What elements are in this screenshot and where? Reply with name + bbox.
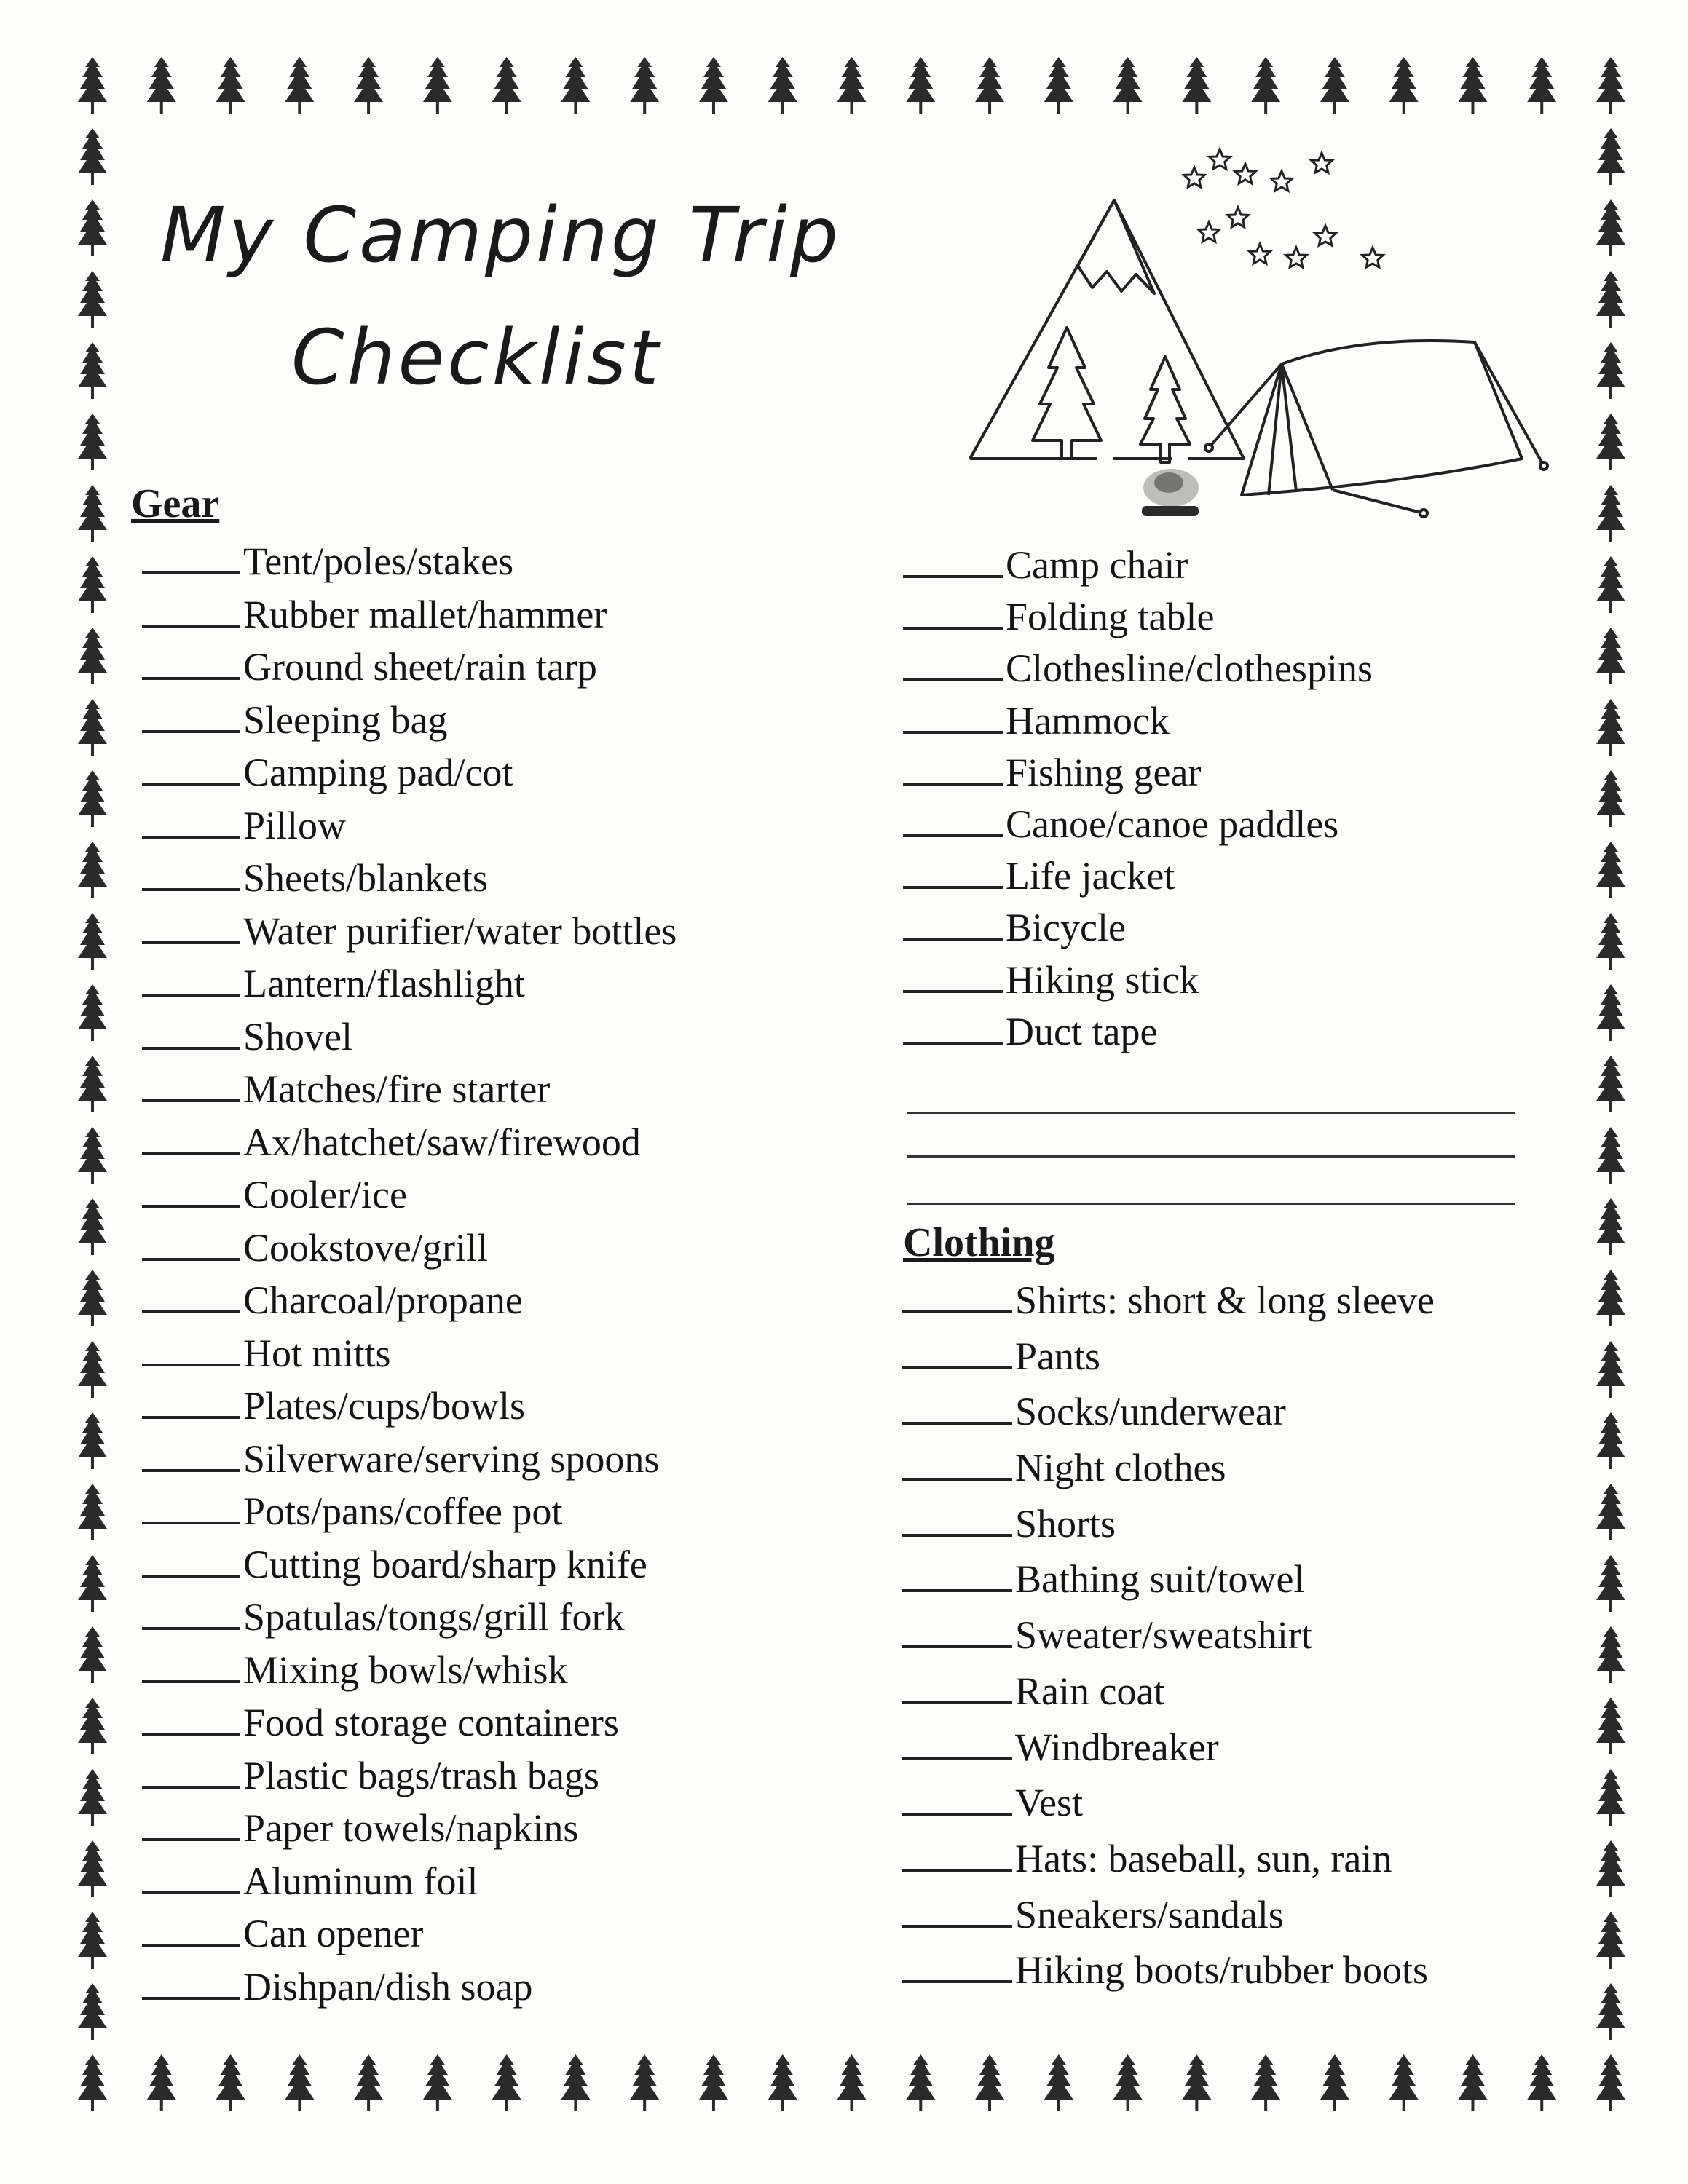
checklist-item (902, 1556, 1435, 1613)
check-blank[interactable] (142, 1912, 240, 1947)
pine-tree-icon (1182, 2054, 1211, 2111)
checklist-item (902, 1445, 1435, 1501)
item-label: Bicycle (1006, 906, 1126, 950)
pine-tree-icon (1527, 57, 1556, 114)
check-blank[interactable] (142, 1701, 240, 1736)
pine-tree-icon (1596, 1626, 1625, 1683)
checklist-item (142, 750, 677, 803)
pine-tree-icon (492, 57, 521, 114)
pine-tree-icon (837, 2054, 867, 2111)
item-label: Camp chair (1006, 543, 1188, 587)
tent-icon (1205, 341, 1547, 517)
item-label: Dishpan/dish soap (243, 1964, 533, 2009)
checklist-item (142, 1014, 677, 1067)
check-blank[interactable] (902, 1334, 1012, 1369)
check-blank[interactable] (902, 1557, 1012, 1592)
check-blank[interactable] (142, 1543, 240, 1578)
pine-tree-icon (78, 414, 107, 470)
item-label: Pillow (243, 803, 347, 847)
pine-tree-icon (78, 1484, 107, 1540)
pine-tree-icon (78, 1983, 107, 2040)
item-label: Hats: baseball, sun, rain (1015, 1836, 1392, 1880)
pine-tree-icon (78, 199, 107, 256)
pine-tree-icon (1596, 1056, 1625, 1112)
pine-tree-icon (78, 1412, 107, 1469)
pine-tree-icon (1113, 57, 1143, 114)
pine-tree-icon (1251, 2054, 1280, 2111)
check-blank[interactable] (902, 1948, 1012, 1983)
check-blank[interactable] (142, 1173, 240, 1208)
checklist-item (142, 1331, 677, 1384)
checklist-item (142, 1278, 677, 1331)
check-blank[interactable] (902, 1390, 1012, 1425)
gear-list-continued (903, 542, 1373, 1061)
checklist-item (142, 1594, 677, 1647)
item-label: Food storage containers (243, 1701, 619, 1744)
item-label: Shorts (1015, 1501, 1116, 1546)
checklist-item (142, 1753, 677, 1806)
pine-tree-icon (78, 1056, 107, 1112)
check-blank[interactable] (142, 1278, 240, 1313)
pine-tree-icon (1596, 128, 1625, 185)
checklist-item (902, 1334, 1435, 1390)
check-blank[interactable] (142, 1332, 240, 1366)
item-label: Hiking boots/rubber boots (1015, 1948, 1428, 1993)
check-blank[interactable] (902, 1446, 1012, 1481)
item-label: Windbreaker (1015, 1725, 1219, 1769)
pine-tree-icon (1596, 1555, 1625, 1612)
check-blank[interactable] (142, 1226, 240, 1261)
check-blank[interactable] (142, 1595, 240, 1630)
pine-tree-icon (78, 342, 107, 399)
checklist-item (142, 1172, 677, 1225)
item-label: Aluminum foil (243, 1859, 478, 1903)
pine-tree-icon (1596, 271, 1625, 328)
item-label: Sheets/blankets (243, 856, 488, 900)
item-label: Cookstove/grill (243, 1225, 488, 1270)
check-blank[interactable] (142, 804, 240, 839)
checklist-item (142, 1911, 677, 1964)
pine-tree-icon (1596, 1341, 1625, 1398)
pine-tree-icon (630, 57, 659, 114)
pine-tree-icon (1596, 1840, 1625, 1897)
check-blank[interactable] (902, 1725, 1012, 1760)
check-blank[interactable] (902, 1278, 1012, 1313)
pine-tree-icon (768, 57, 797, 114)
pine-tree-icon (906, 57, 935, 114)
check-blank[interactable] (902, 1893, 1012, 1928)
checklist-item (902, 1836, 1435, 1892)
pine-tree-icon (1596, 984, 1625, 1041)
pine-tree-icon (1596, 1198, 1625, 1255)
page-title: My Camping Trip (160, 191, 842, 280)
pine-tree-icon (1320, 57, 1349, 114)
pine-tree-icon (285, 2054, 314, 2111)
checklist-item (902, 1278, 1435, 1334)
pine-tree-icon (1596, 414, 1625, 470)
check-blank[interactable] (142, 1965, 240, 2000)
checklist-item (902, 1892, 1435, 1948)
item-label: Rain coat (1015, 1669, 1165, 1713)
check-blank[interactable] (142, 698, 240, 733)
check-blank[interactable] (903, 958, 1003, 993)
pine-tree-icon (699, 2054, 728, 2111)
pine-tree-icon (1113, 2054, 1143, 2111)
checklist-item (142, 1542, 677, 1595)
check-blank[interactable] (142, 1859, 240, 1894)
pine-tree-icon (78, 1198, 107, 1255)
pine-tree-icon (1596, 1983, 1625, 2040)
checklist-item (142, 697, 677, 751)
campfire-icon (1142, 469, 1199, 516)
pine-tree-icon (1596, 1769, 1625, 1826)
check-blank[interactable] (903, 699, 1003, 734)
item-label: Socks/underwear (1015, 1390, 1286, 1434)
clothing-heading: Clothing (903, 1220, 1055, 1265)
page-subtitle: Checklist (291, 313, 662, 402)
check-blank[interactable] (903, 595, 1003, 630)
pine-tree-icon (1596, 57, 1625, 114)
check-blank[interactable] (142, 1648, 240, 1683)
item-label: Charcoal/propane (243, 1278, 523, 1322)
pine-tree-icon (1596, 1484, 1625, 1540)
item-label: Camping pad/cot (243, 751, 513, 794)
pine-tree-icon (1596, 2054, 1625, 2111)
checklist-item (902, 1780, 1435, 1836)
checklist-item (903, 802, 1373, 853)
pine-tree-icon (1596, 1270, 1625, 1326)
check-blank[interactable] (142, 1806, 240, 1841)
item-label: Paper towels/napkins (243, 1806, 579, 1850)
check-blank[interactable] (142, 751, 240, 786)
pine-tree-icon (78, 128, 107, 185)
pine-tree-icon (78, 913, 107, 970)
pine-tree-icon (906, 2054, 935, 2111)
checklist-item (142, 592, 677, 645)
pine-tree-icon (768, 2054, 797, 2111)
checklist-item (903, 853, 1373, 905)
check-blank[interactable] (903, 854, 1003, 889)
check-blank[interactable] (902, 1781, 1012, 1816)
item-label: Fishing gear (1006, 750, 1202, 794)
checklist-item (903, 698, 1373, 750)
check-blank[interactable] (142, 1067, 240, 1102)
check-blank[interactable] (142, 856, 240, 891)
gear-list (142, 539, 677, 2017)
item-label: Clothesline/clothespins (1006, 646, 1373, 691)
item-label: Pots/pans/coffee pot (243, 1489, 563, 1533)
item-label: Ax/hatchet/saw/firewood (243, 1120, 641, 1164)
pine-tree-icon (78, 485, 107, 542)
item-label: Cutting board/sharp knife (243, 1542, 647, 1586)
pine-tree-icon (1251, 57, 1280, 114)
item-label: Can opener (243, 1912, 424, 1955)
checklist-item (902, 1947, 1435, 2003)
checklist-item (142, 1700, 677, 1753)
checklist-item (142, 539, 677, 592)
pine-tree-icon (78, 57, 107, 114)
pine-tree-icon (1596, 842, 1625, 898)
check-blank[interactable] (142, 539, 240, 574)
check-blank[interactable] (142, 909, 240, 944)
pine-tree-icon (423, 57, 452, 114)
item-label: Pants (1015, 1334, 1101, 1378)
pine-tree-icon (147, 2054, 176, 2111)
pine-tree-icon (1044, 57, 1073, 114)
pine-tree-icon (78, 1341, 107, 1398)
checklist-item (903, 542, 1373, 594)
camping-illustration (954, 142, 1573, 542)
check-blank[interactable] (142, 645, 240, 680)
clothing-list (902, 1278, 1435, 2003)
check-blank[interactable] (903, 802, 1003, 837)
checklist-item (142, 803, 677, 856)
item-label: Sleeping bag (243, 697, 448, 742)
checklist-item (142, 1859, 677, 1912)
pine-tree-icon (78, 1769, 107, 1826)
pine-tree-icon (78, 1840, 107, 1897)
pine-tree-icon (1596, 1912, 1625, 1969)
check-blank[interactable] (902, 1613, 1012, 1648)
item-label: Plates/cups/bowls (243, 1384, 525, 1428)
item-label: Matches/fire starter (243, 1067, 551, 1111)
checklist-item (902, 1501, 1435, 1557)
pine-tree-icon (78, 1912, 107, 1969)
checklist-item (902, 1389, 1435, 1445)
pine-tree-icon (1596, 342, 1625, 399)
checklist-item (142, 961, 677, 1014)
checklist-item (142, 1383, 677, 1436)
pine-tree-icon (1458, 57, 1487, 114)
pine-tree-icon (78, 1127, 107, 1184)
check-blank[interactable] (903, 646, 1003, 681)
check-blank[interactable] (142, 1437, 240, 1472)
pine-tree-icon (78, 628, 107, 684)
item-label: Lantern/flashlight (243, 962, 525, 1005)
checklist-item (142, 1489, 677, 1542)
pine-tree-icon (1389, 57, 1419, 114)
checklist-item (142, 644, 677, 697)
pine-tree-icon (561, 57, 590, 114)
pine-tree-icon (975, 57, 1004, 114)
check-blank[interactable] (903, 751, 1003, 786)
pine-tree-icon (78, 699, 107, 756)
item-label: Hot mitts (243, 1331, 391, 1375)
pine-tree-icon (216, 57, 245, 114)
item-label: Life jacket (1006, 854, 1175, 898)
checklist-item (142, 1120, 677, 1173)
pine-tree-icon (78, 556, 107, 613)
pine-tree-icon (630, 2054, 659, 2111)
pine-tree-icon (78, 1626, 107, 1683)
pine-tree-icon (78, 984, 107, 1041)
checklist-item (142, 1067, 677, 1120)
item-label: Plastic bags/trash bags (243, 1753, 599, 1797)
pine-tree-icon (1044, 2054, 1073, 2111)
item-label: Folding table (1006, 595, 1215, 639)
pine-tree-icon (78, 271, 107, 328)
pine-tree-icon (1596, 485, 1625, 542)
pine-tree-icon (1596, 913, 1625, 970)
checklist-item (142, 909, 677, 962)
star-icon (1184, 149, 1384, 267)
item-label: Spatulas/tongs/grill fork (243, 1595, 625, 1639)
check-blank[interactable] (142, 1754, 240, 1789)
checklist-item (903, 905, 1373, 957)
pine-tree-icon (1596, 556, 1625, 613)
checklist-item (142, 1964, 677, 2017)
blank-write-in-line[interactable] (907, 1155, 1515, 1158)
item-label: Shirts: short & long sleeve (1015, 1278, 1435, 1322)
check-blank[interactable] (902, 1502, 1012, 1537)
checklist-item (902, 1613, 1435, 1669)
checklist-item (903, 1009, 1373, 1061)
item-label: Sweater/sweatshirt (1015, 1613, 1312, 1658)
pine-tree-icon (147, 57, 176, 114)
pine-tree-icon (1596, 628, 1625, 684)
checklist-item (142, 1805, 677, 1859)
pine-tree-icon (975, 2054, 1004, 2111)
pine-tree-icon (1596, 699, 1625, 756)
item-label: Cooler/ice (243, 1173, 407, 1216)
checklist-item (903, 957, 1373, 1009)
item-label: Rubber mallet/hammer (243, 592, 607, 636)
checklist-item (903, 750, 1373, 802)
checklist-item (142, 855, 677, 909)
pine-tree-icon (78, 770, 107, 827)
gear-heading: Gear (131, 481, 220, 526)
check-blank[interactable] (903, 1010, 1003, 1045)
pine-tree-icon (1458, 2054, 1487, 2111)
item-label: Canoe/canoe paddles (1006, 802, 1339, 846)
item-label: Vest (1015, 1781, 1083, 1825)
item-label: Shovel (243, 1014, 353, 1059)
checklist-item (142, 1647, 677, 1701)
pine-tree-icon (1596, 1698, 1625, 1754)
pine-tree-icon (78, 1270, 107, 1326)
item-label: Bathing suit/towel (1015, 1557, 1305, 1602)
pine-tree-icon (1596, 199, 1625, 256)
check-blank[interactable] (142, 962, 240, 997)
checklist-item (142, 1225, 677, 1278)
pine-tree-icon (216, 2054, 245, 2111)
item-label: Hammock (1006, 698, 1170, 743)
checklist-item (902, 1725, 1435, 1781)
pine-tree-icon (354, 57, 383, 114)
pine-tree-icon (837, 57, 867, 114)
item-label: Mixing bowls/whisk (243, 1647, 568, 1692)
check-blank[interactable] (902, 1837, 1012, 1872)
check-blank[interactable] (903, 543, 1003, 578)
pine-tree-icon (1320, 2054, 1349, 2111)
item-label: Tent/poles/stakes (243, 539, 514, 583)
checklist-item (903, 646, 1373, 697)
pine-tree-icon (1596, 1412, 1625, 1469)
item-label: Water purifier/water bottles (243, 909, 677, 953)
item-label: Night clothes (1015, 1446, 1226, 1490)
check-blank[interactable] (142, 1120, 240, 1155)
checklist-item (142, 1436, 677, 1489)
check-blank[interactable] (142, 1015, 240, 1050)
pine-tree-icon (285, 57, 314, 114)
check-blank[interactable] (142, 593, 240, 628)
blank-write-in-line[interactable] (907, 1203, 1515, 1205)
check-blank[interactable] (902, 1669, 1012, 1704)
check-blank[interactable] (142, 1489, 240, 1524)
pine-tree-icon (1182, 57, 1211, 114)
item-label: Ground sheet/rain tarp (243, 645, 597, 689)
pine-tree-icon (1033, 328, 1190, 462)
pine-tree-icon (1596, 1127, 1625, 1184)
checklist-item (902, 1669, 1435, 1725)
pine-tree-icon (354, 2054, 383, 2111)
pine-tree-icon (78, 842, 107, 898)
pine-tree-icon (561, 2054, 590, 2111)
pine-tree-icon (1527, 2054, 1556, 2111)
item-label: Duct tape (1006, 1009, 1158, 1053)
pine-tree-icon (699, 57, 728, 114)
item-label: Silverware/serving spoons (243, 1436, 660, 1481)
item-label: Sneakers/sandals (1015, 1892, 1284, 1936)
pine-tree-icon (78, 1555, 107, 1612)
pine-tree-icon (492, 2054, 521, 2111)
blank-write-in-line[interactable] (907, 1112, 1515, 1114)
checklist-item (903, 594, 1373, 646)
pine-tree-icon (423, 2054, 452, 2111)
check-blank[interactable] (142, 1384, 240, 1419)
check-blank[interactable] (903, 906, 1003, 941)
pine-tree-icon (1389, 2054, 1419, 2111)
item-label: Hiking stick (1006, 957, 1199, 1002)
pine-tree-icon (78, 1698, 107, 1754)
pine-tree-icon (1596, 770, 1625, 827)
pine-tree-icon (78, 2054, 107, 2111)
